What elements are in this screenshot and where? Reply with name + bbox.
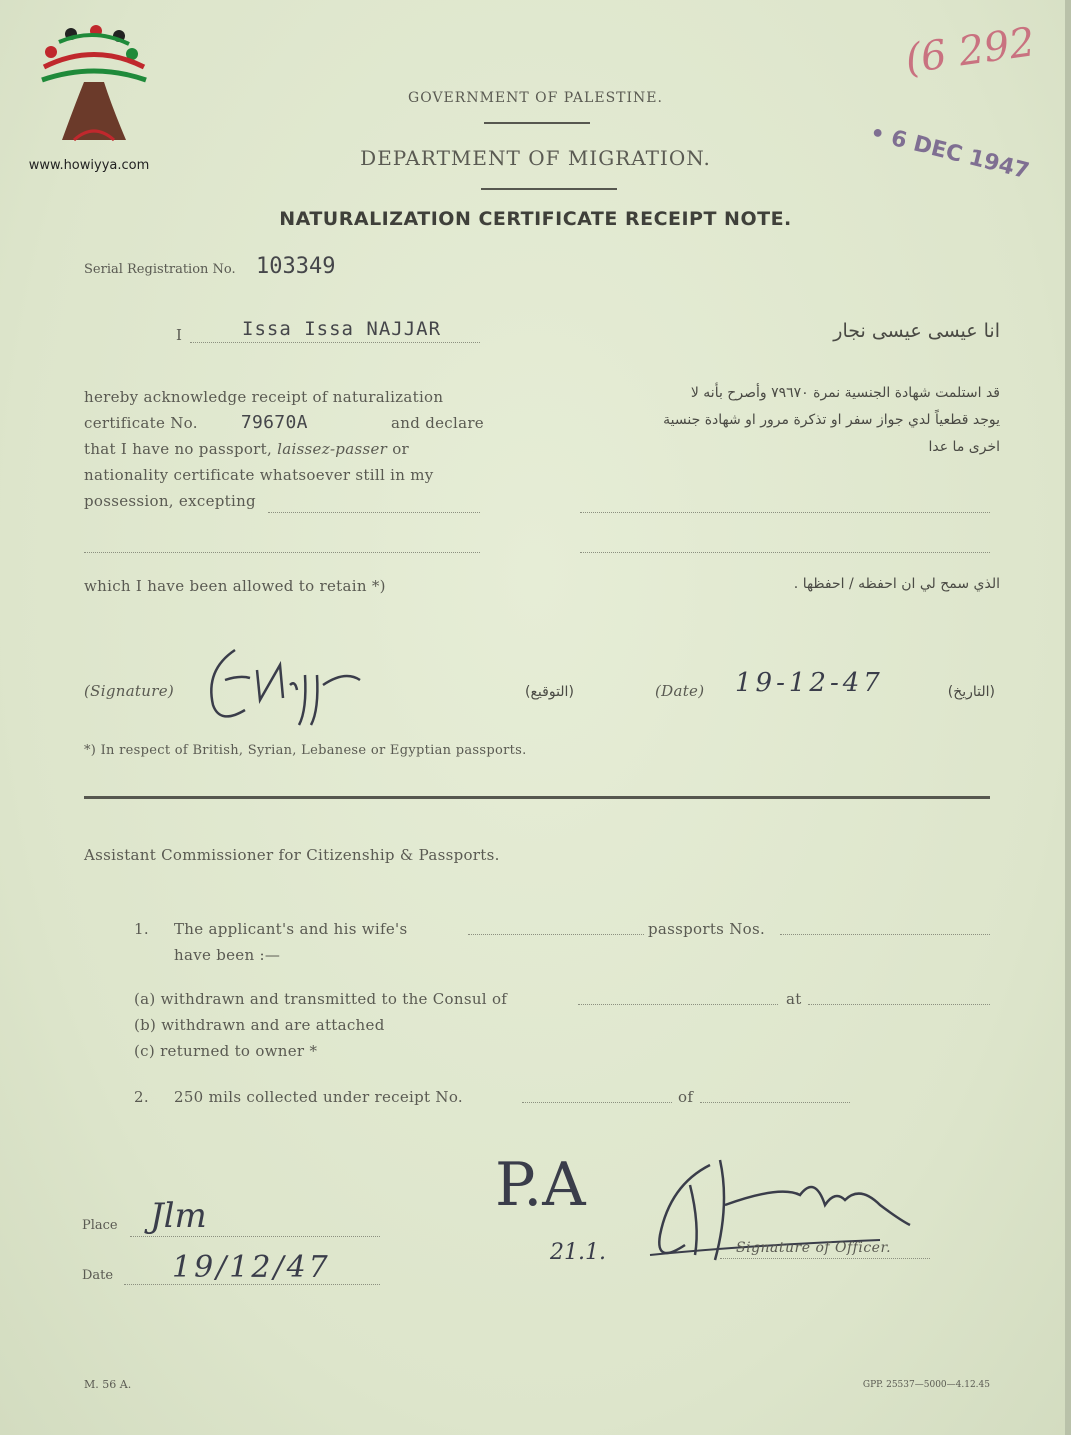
officer-signature-line xyxy=(720,1258,930,1259)
item-2-number: 2. xyxy=(134,1088,149,1106)
retain-text: which I have been allowed to retain *) xyxy=(84,577,386,595)
department-heading: DEPARTMENT OF MIGRATION. xyxy=(360,146,711,170)
receipt-of-line xyxy=(700,1102,850,1103)
excepting-line xyxy=(268,512,480,513)
declaration-line-2: certificate No. 79670A and declare xyxy=(84,412,484,433)
item-1-line-2 xyxy=(780,934,990,935)
government-heading: GOVERNMENT OF PALESTINE. xyxy=(408,90,663,106)
arabic-line-1 xyxy=(580,512,990,513)
date-label-arabic: (التاريخ) xyxy=(947,684,995,700)
name-prefix: I xyxy=(176,326,183,344)
document-title: NATURALIZATION CERTIFICATE RECEIPT NOTE. xyxy=(279,208,792,230)
consul-line xyxy=(578,1004,778,1005)
arabic-line-2 xyxy=(580,552,990,553)
place-line xyxy=(130,1236,380,1237)
date-official-value: 19/12/47 xyxy=(172,1250,331,1285)
arabic-declaration: قد استلمت شهادة الجنسية نمرة ٧٩٦٧٠ وأصرح بأنه لا يوجد قطعياً لدي جواز سفر او تذكرة مرور او شهادة جنسية اخرى ما عدا xyxy=(663,385,1000,455)
signature-label: (Signature) xyxy=(84,682,175,700)
item-1-number: 1. xyxy=(134,920,149,938)
name-line xyxy=(190,342,480,343)
header-divider xyxy=(484,122,590,124)
item-1-cont: have been :— xyxy=(174,946,281,964)
print-code: GPP. 25537—5000—4.12.45 xyxy=(862,1380,990,1390)
date-official-label: Date xyxy=(82,1268,114,1283)
serial-label: Serial Registration No. xyxy=(84,262,236,277)
declaration-line-5: possession, excepting xyxy=(84,492,256,510)
applicant-name: Issa Issa NAJJAR xyxy=(242,318,442,340)
declaration-line-3: that I have no passport, laissez-passer or xyxy=(84,440,409,458)
place-value: Jlm xyxy=(150,1196,207,1236)
item-b: (b) withdrawn and are attached xyxy=(134,1016,385,1034)
form-code: M. 56 A. xyxy=(84,1378,132,1391)
serial-value: 103349 xyxy=(256,254,336,279)
item-1-line xyxy=(468,934,644,935)
signature-label-arabic: (التوقيع) xyxy=(525,684,574,700)
declaration-line-4: nationality certificate whatsoever still in my xyxy=(84,466,434,484)
item-a-at: at xyxy=(786,990,802,1008)
item-2-of: of xyxy=(678,1088,694,1106)
applicant-name-arabic: انا عيسى عيسى نجار xyxy=(833,320,1000,342)
officer-signature-label: Signature of Officer. xyxy=(736,1240,892,1256)
section-divider xyxy=(84,796,990,799)
officer-date-note: 21.1. xyxy=(550,1240,606,1265)
date-label: (Date) xyxy=(655,682,705,700)
place-label: Place xyxy=(82,1218,118,1233)
item-1-text: The applicant's and his wife's xyxy=(174,920,408,938)
certificate-number: 79670A xyxy=(240,412,308,433)
item-1-suffix: passports Nos. xyxy=(648,920,766,938)
retain-text-arabic: الذي سمح لي ان احفظه / احفظها . xyxy=(793,576,1000,592)
header-divider-2 xyxy=(481,188,617,190)
declaration-line-1: hereby acknowledge receipt of naturalization xyxy=(84,388,444,406)
excepting-line-2 xyxy=(84,552,480,553)
handwritten-file-number: (6 292 xyxy=(902,19,1038,83)
consul-at-line xyxy=(808,1004,990,1005)
item-c: (c) returned to owner * xyxy=(134,1042,318,1060)
declaration-paragraph xyxy=(84,384,484,514)
receipt-line xyxy=(522,1102,672,1103)
item-2-text: 250 mils collected under receipt No. xyxy=(174,1088,463,1106)
logo-website[interactable]: www.howiyya.com xyxy=(28,158,150,173)
footnote: *) In respect of British, Syrian, Lebanese or Egyptian passports. xyxy=(84,743,527,758)
applicant-signature xyxy=(195,630,380,730)
logo-tree-icon xyxy=(14,22,164,152)
signature-date: 19-12-47 xyxy=(735,668,884,698)
signature-icon xyxy=(195,630,380,730)
date-stamp: • 6 DEC 1947 xyxy=(867,120,1032,185)
pa-initials: P.A xyxy=(495,1150,586,1220)
item-a: (a) withdrawn and transmitted to the Consul of xyxy=(134,990,508,1008)
official-heading: Assistant Commissioner for Citizenship & Passports. xyxy=(84,846,500,864)
